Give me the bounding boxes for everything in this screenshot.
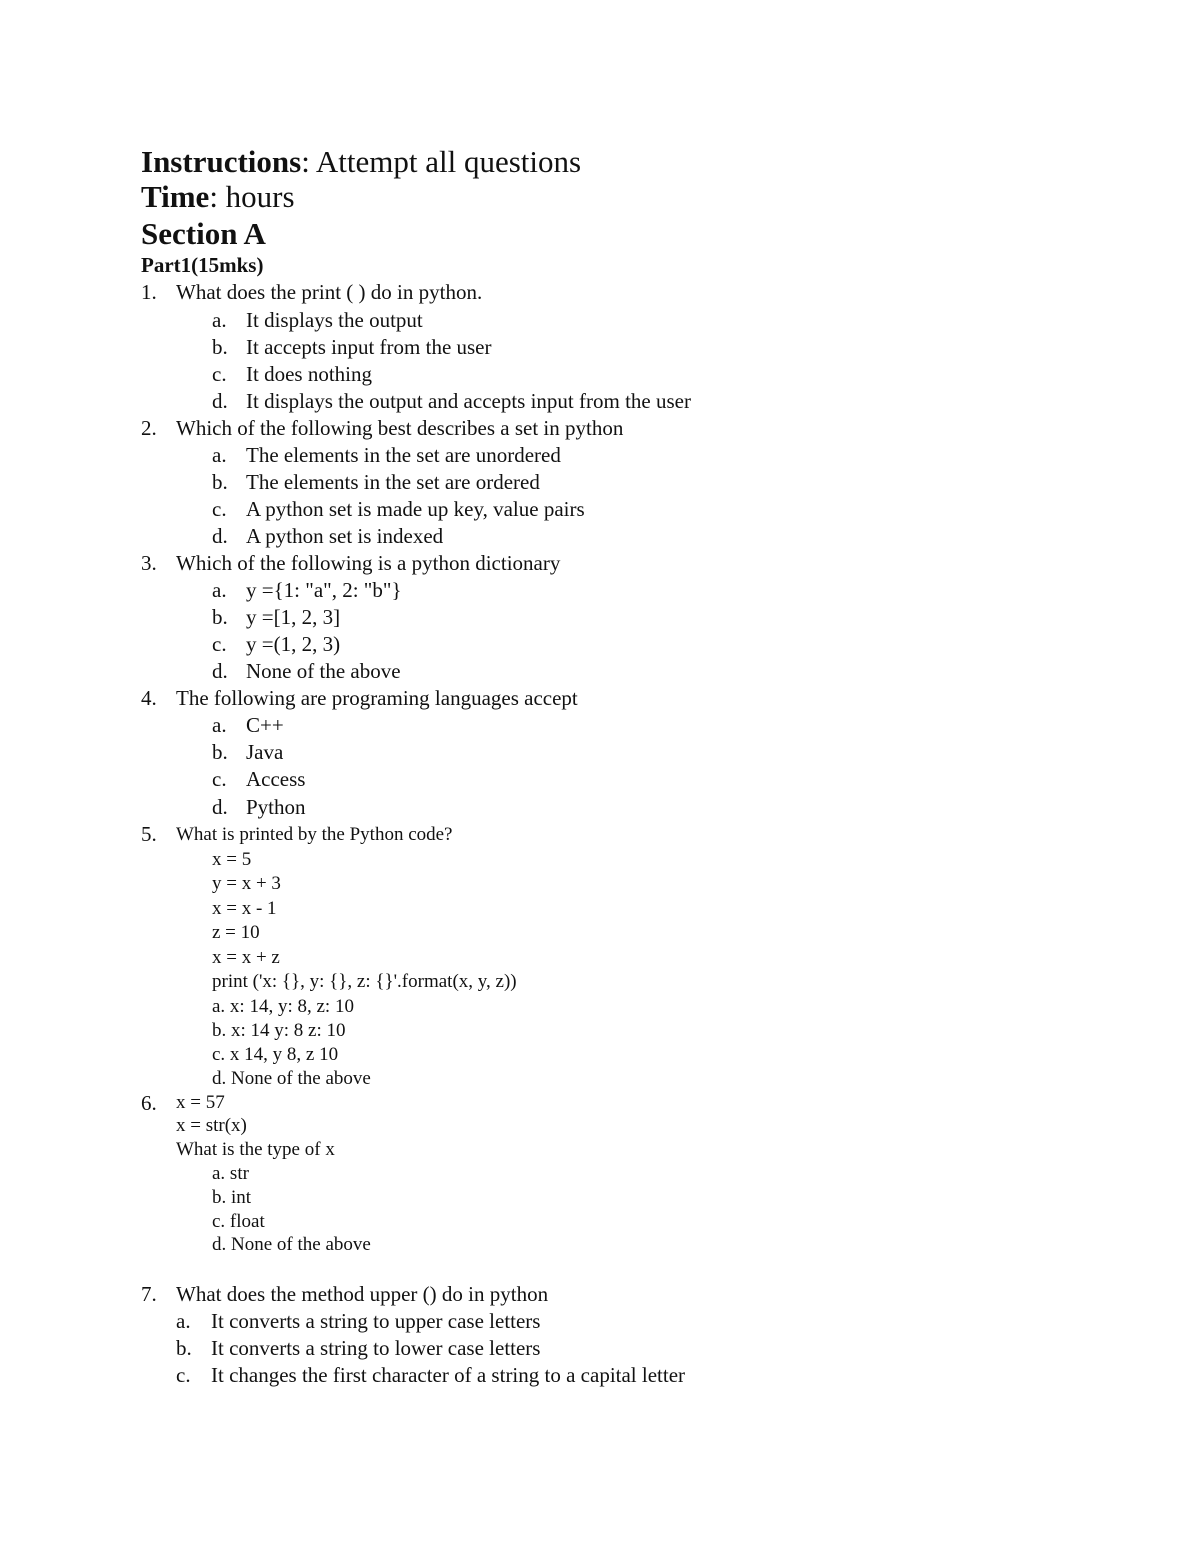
option-line: b. int <box>212 1187 252 1208</box>
option-line: a. str <box>212 1163 249 1184</box>
option-text: It converts a string to lower case letters <box>211 1336 541 1360</box>
question-text: What does the print ( ) do in python. <box>176 280 483 304</box>
question-text: The following are programing languages accept <box>176 686 578 710</box>
option-letter: d. <box>212 659 228 683</box>
code-line: print ('x: {}, y: {}, z: {}'.format(x, y, z)) <box>212 971 517 992</box>
question-number: 6. <box>141 1091 157 1115</box>
question-text: What is printed by the Python code? <box>176 824 453 845</box>
option-letter: c. <box>212 497 227 521</box>
code-line: z = 10 <box>212 922 260 943</box>
section-title: Section A <box>141 216 266 251</box>
option-letter: b. <box>212 605 228 629</box>
option-line: c. float <box>212 1211 265 1232</box>
option-text: y =(1, 2, 3) <box>246 632 341 656</box>
option-text: C++ <box>246 713 284 737</box>
option-text: Java <box>246 740 284 764</box>
code-line: y = x + 3 <box>212 873 281 894</box>
instructions-label: Instructions <box>141 144 302 179</box>
option-text: y ={1: "a", 2: "b"} <box>246 578 402 602</box>
option-text: It displays the output and accepts input from the user <box>246 389 691 413</box>
code-line: x = x - 1 <box>212 898 277 919</box>
question-number: 3. <box>141 551 157 575</box>
option-text: It changes the first character of a string to a capital letter <box>211 1363 686 1387</box>
question-text: x = 57 <box>176 1092 225 1113</box>
option-text: It converts a string to upper case letters <box>211 1309 541 1333</box>
question-text: What does the method upper () do in python <box>176 1282 549 1306</box>
option-text: y =[1, 2, 3] <box>246 605 341 629</box>
question-text: Which of the following is a python dictionary <box>176 551 561 575</box>
time-label: Time <box>141 179 210 214</box>
option-text: It does nothing <box>246 362 372 386</box>
code-line: x = 5 <box>212 849 252 870</box>
option-letter: b. <box>212 335 228 359</box>
option-letter: d. <box>212 389 228 413</box>
option-line: d. None of the above <box>212 1234 371 1255</box>
option-text: None of the above <box>246 659 401 683</box>
option-line: a. x: 14, y: 8, z: 10 <box>212 996 354 1017</box>
code-line: x = str(x) <box>176 1115 247 1136</box>
option-letter: c. <box>176 1363 191 1387</box>
option-letter: a. <box>212 308 227 332</box>
option-text: The elements in the set are unordered <box>246 443 561 467</box>
option-letter: a. <box>212 578 227 602</box>
option-text: It accepts input from the user <box>246 335 492 359</box>
option-line: c. x 14, y 8, z 10 <box>212 1044 339 1065</box>
option-text: Python <box>246 795 306 819</box>
code-line: x = x + z <box>212 947 280 968</box>
option-line: b. x: 14 y: 8 z: 10 <box>212 1020 346 1041</box>
part-title: Part1(15mks) <box>141 253 264 277</box>
option-letter: c. <box>212 362 227 386</box>
option-text: A python set is made up key, value pairs <box>246 497 585 521</box>
option-letter: b. <box>176 1336 192 1360</box>
option-text: Access <box>246 767 306 791</box>
question-text: Which of the following best describes a set in python <box>176 416 624 440</box>
option-text: It displays the output <box>246 308 423 332</box>
option-letter: a. <box>212 713 227 737</box>
option-letter: a. <box>176 1309 191 1333</box>
question-number: 7. <box>141 1282 157 1306</box>
option-text: A python set is indexed <box>246 524 444 548</box>
option-letter: c. <box>212 767 227 791</box>
time-text: : hours <box>209 179 295 214</box>
option-letter: d. <box>212 795 228 819</box>
option-text: The elements in the set are ordered <box>246 470 540 494</box>
instructions-line <box>141 146 581 177</box>
instructions-text: : Attempt all questions <box>301 144 582 179</box>
question-number: 1. <box>141 280 157 304</box>
option-letter: d. <box>212 524 228 548</box>
time-line <box>141 181 295 212</box>
code-line: What is the type of x <box>176 1139 335 1160</box>
option-letter: b. <box>212 470 228 494</box>
option-letter: b. <box>212 740 228 764</box>
question-number: 5. <box>141 822 157 846</box>
question-number: 4. <box>141 686 157 710</box>
option-letter: a. <box>212 443 227 467</box>
option-line: d. None of the above <box>212 1068 371 1089</box>
option-letter: c. <box>212 632 227 656</box>
question-number: 2. <box>141 416 157 440</box>
